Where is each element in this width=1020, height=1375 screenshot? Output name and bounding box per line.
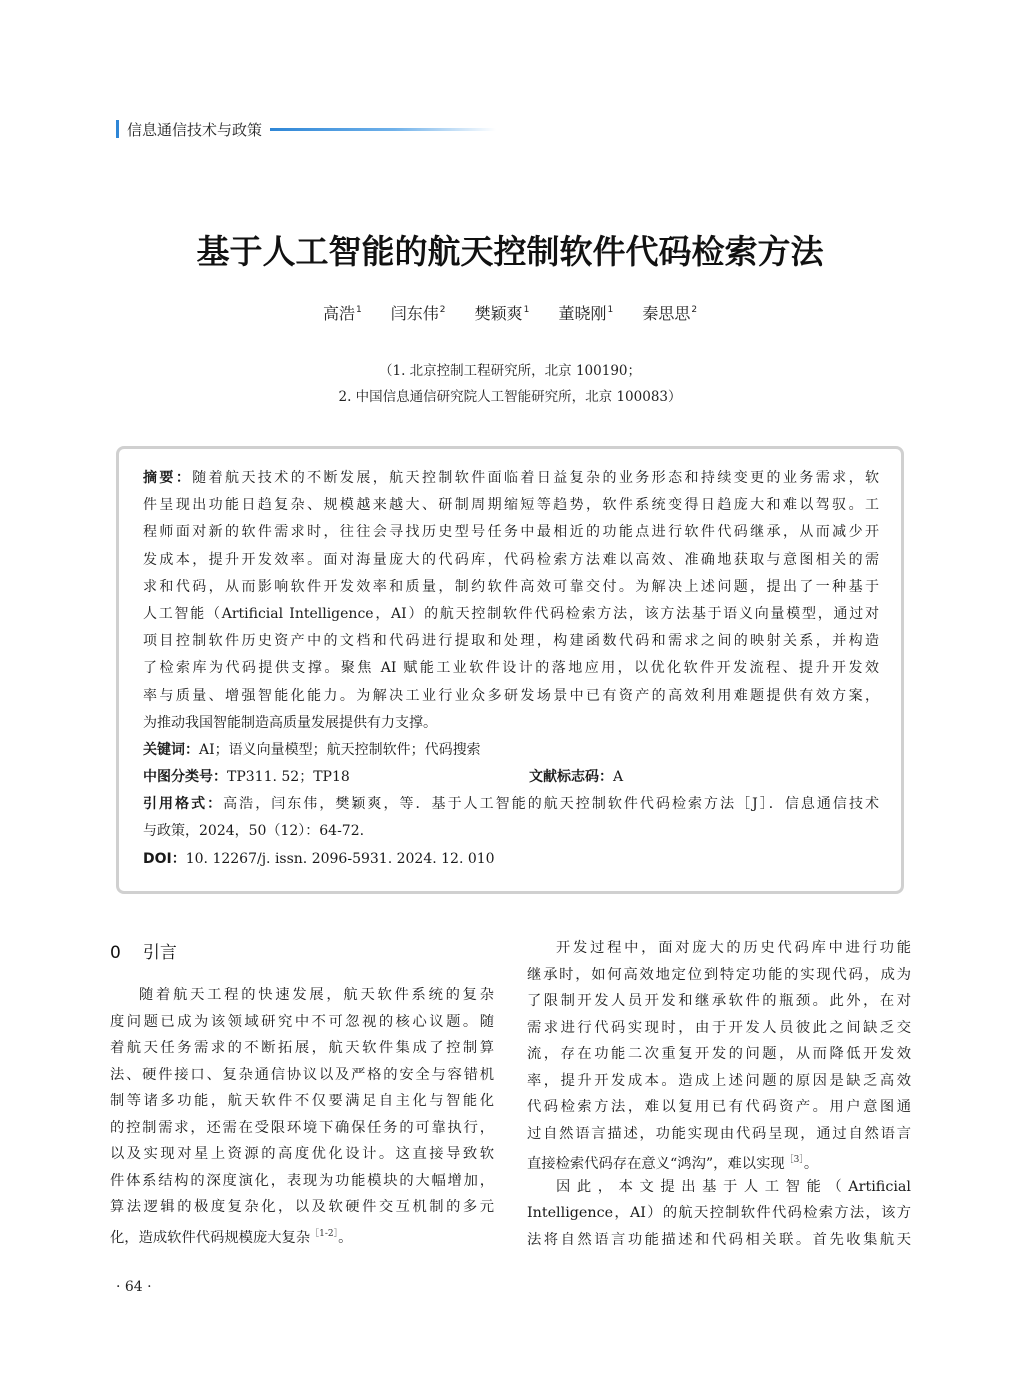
citation-line: 与政策，2024，50（12）：64-72. xyxy=(143,823,365,840)
author-list xyxy=(0,301,1020,324)
journal-section-header xyxy=(116,118,496,140)
body-line: 法将自然语言功能描述和代码相关联。首先收集航天 xyxy=(527,1231,911,1248)
section-heading xyxy=(110,938,177,963)
body-line: 开发过程中，面对庞大的历史代码库中进行功能 xyxy=(556,940,911,956)
citation-ref: ［1-2］ xyxy=(310,1228,339,1239)
section-number: 0 xyxy=(110,943,121,963)
body-line: 继承时，如何高效地定位到特定功能的实现代码，成为 xyxy=(527,966,911,983)
body-line: 法、硬件接口、复杂通信协议以及严格的安全与容错机 xyxy=(110,1066,494,1083)
abstract-box xyxy=(116,446,904,894)
abstract-line: 率与质量、增强智能化能力。为解决工业行业众多研发场景中已有资产的高效利用难题提供有效方案， xyxy=(143,687,879,704)
journal-section-label: 信息通信技术与政策 xyxy=(127,120,263,139)
body-line: 算法逻辑的极度复杂化，以及软硬件交互机制的多元 xyxy=(110,1199,494,1215)
header-accent-bar xyxy=(116,120,119,138)
abstract-line: 为推动我国智能制造高质量发展提供有力支撑。 xyxy=(143,714,437,731)
abstract-line: 求和代码，从而影响软件开发效率和质量，制约软件高效可靠交付。为解决上述问题，提出了一种基于 xyxy=(143,578,879,595)
body-line: 制等诸多功能，航天软件不仅要满足自主化与智能化 xyxy=(110,1093,494,1109)
doi-label: DOI： xyxy=(143,850,186,867)
citation-line: 引用格式：高浩，闫东伟，樊颖爽，等．基于人工智能的航天控制软件代码检索方法［J］．信息通信技术 xyxy=(143,796,879,813)
body-line: 直接检索代码存在意义“鸿沟”，难以实现$^{[3]}$。 xyxy=(527,1155,819,1172)
abstract-content xyxy=(143,465,879,873)
abstract-line: 件呈现出功能日趋复杂、规模越来越大、研制周期缩短等趋势，软件系统变得日趋庞大和难以驾驭。工 xyxy=(143,497,879,514)
citation-label: 引用格式： xyxy=(143,796,224,813)
body-line: 需求进行代码实现时，由于开发人员彼此之间缺乏交 xyxy=(527,1019,911,1036)
document-code: 文献标志码：A xyxy=(529,769,624,786)
abstract-line: 人工智能（Artificial Intelligence，AI）的航天控制软件代码检索方法，该方法基于语义向量模型，通过对 xyxy=(143,605,879,622)
body-line: 化，造成软件代码规模庞大复杂$^{[1-2]}$。 xyxy=(110,1228,353,1246)
body-line: 因此，本文提出基于人工智能（Artificial xyxy=(556,1178,911,1195)
doi: DOI：10. 12267/j. issn. 2096-5931. 2024. 12. 010 xyxy=(143,850,495,867)
author: 樊颖爽$^1$ xyxy=(474,304,530,323)
affiliation-1: （1. 北京控制工程研究所，北京 100190； xyxy=(379,363,641,379)
author: 闫东伟$^2$ xyxy=(390,304,446,323)
body-line: 了限制开发人员开发和继承软件的瓶颈。此外，在对 xyxy=(527,993,911,1009)
keywords-label: 关键词： xyxy=(143,741,199,758)
citation-ref: ［3］ xyxy=(784,1155,804,1165)
keywords: 关键词：AI；语义向量模型；航天控制软件；代码搜索 xyxy=(143,741,481,758)
abstract-line: 程师面对新的软件需求时，往往会寻找历史型号任务中最相近的功能点进行软件代码继承，从而减少开 xyxy=(143,524,879,541)
body-line: 代码检索方法，难以复用已有代码资产。用户意图通 xyxy=(527,1099,911,1115)
abstract-label: 摘要： xyxy=(143,470,193,486)
body-column-right xyxy=(527,935,911,1253)
section-title: 引言 xyxy=(142,943,177,963)
body-line: 过自然语言描述，功能实现由代码呈现，通过自然语言 xyxy=(527,1125,911,1142)
header-gradient-rule xyxy=(270,128,496,131)
body-line: Intelligence，AI）的航天控制软件代码检索方法，该方 xyxy=(527,1205,911,1221)
abstract-line: 发成本，提升开发效率。面对海量庞大的代码库，代码检索方法难以高效、准确地获取与意图相关的需 xyxy=(143,551,879,568)
author: 秦思思$^2$ xyxy=(642,304,698,323)
body-line: 以及实现对星上资源的高度优化设计。这直接导致软 xyxy=(110,1146,494,1162)
abstract-line: 了检索库为代码提供支撑。聚焦 AI 赋能工业软件设计的落地应用，以优化软件开发流程、提升开发效 xyxy=(143,660,879,677)
abstract-line: 摘要：随着航天技术的不断发展，航天控制软件面临着日益复杂的业务形态和持续变更的业务需求，软 xyxy=(143,470,879,486)
body-line: 随着航天工程的快速发展，航天软件系统的复杂 xyxy=(139,987,494,1003)
body-line: 度问题已成为该领域研究中不可忽视的核心议题。随 xyxy=(110,1013,494,1030)
body-line: 流，存在功能二次重复开发的问题，从而降低开发效 xyxy=(527,1046,911,1062)
body-line: 着航天任务需求的不断拓展，航天软件集成了控制算 xyxy=(110,1040,494,1056)
author: 高浩$^1$ xyxy=(322,304,362,323)
clc-number: 中图分类号：TP311. 52；TP18 xyxy=(143,769,350,786)
body-line: 件体系结构的深度演化，表现为功能模块的大幅增加， xyxy=(110,1172,494,1189)
body-column-left xyxy=(110,982,494,1247)
author: 董晓刚$^1$ xyxy=(558,304,614,323)
paper-title: 基于人工智能的航天控制软件代码检索方法 xyxy=(196,232,824,271)
affiliation-2: 2. 中国信息通信研究院人工智能研究所，北京 100083） xyxy=(338,389,682,405)
page-number: · 64 · xyxy=(116,1279,152,1295)
abstract-line: 项目控制软件历史资产中的文档和代码进行提取和处理，构建函数代码和需求之间的映射关系，并构造 xyxy=(143,633,879,650)
body-line: 的控制需求，还需在受限环境下确保任务的可靠执行， xyxy=(110,1119,494,1136)
classification-row xyxy=(143,764,879,791)
body-line: 率，提升开发成本。造成上述问题的原因是缺乏高效 xyxy=(527,1072,911,1089)
